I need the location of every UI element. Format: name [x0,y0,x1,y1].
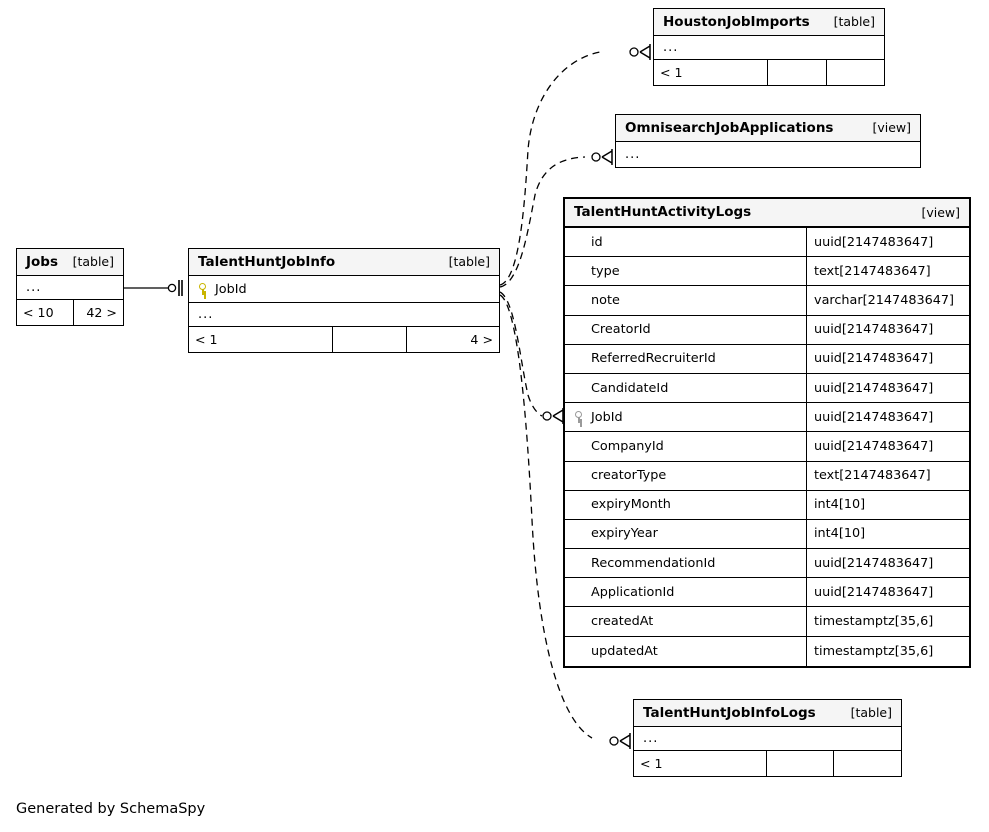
column-name: ReferredRecruiterId [591,351,716,367]
column-name: CreatorId [591,322,651,338]
footer-cell-right [834,751,901,776]
table-row [565,637,969,666]
footer-cell-right: 42 > [86,305,117,320]
table-footer-row [17,300,123,325]
table-footer-row [654,60,884,85]
table-ellipsis-row: ... [654,36,884,60]
column-type: timestamptz[35,6] [806,637,969,666]
column-type: uuid[2147483647] [806,316,969,344]
column-name: CandidateId [591,380,669,396]
table-title: TalentHuntJobInfoLogs [643,704,816,721]
table-row [565,257,969,286]
table-row [565,432,969,461]
table-ellipsis-row: ... [17,276,123,300]
table-footer-row [189,327,499,352]
column-name-cell [565,614,806,629]
table-kind: [table] [850,705,892,720]
table-row [565,316,969,345]
table-node-jobs[interactable] [16,248,124,326]
column-name: expiryYear [591,526,658,542]
table-node-talent-hunt-activity-logs[interactable] [563,197,971,668]
table-header [565,199,969,228]
table-node-houston-job-imports[interactable] [653,8,885,86]
table-node-omnisearch-job-applications[interactable] [615,114,921,168]
column-list [565,228,969,666]
footer-cell-left: < 1 [634,751,767,776]
footer-cell-left: < 1 [654,60,768,85]
column-name-cell [565,322,806,337]
table-title: Jobs [26,253,58,270]
table-title: HoustonJobImports [663,13,810,30]
table-header [17,249,123,276]
column-type: uuid[2147483647] [806,228,969,256]
column-type: uuid[2147483647] [806,549,969,577]
column-type: uuid[2147483647] [806,345,969,373]
footer-cell-mid [768,60,827,85]
table-row-jobid [565,403,969,432]
column-type: uuid[2147483647] [806,403,969,431]
column-name: note [591,292,620,308]
column-name-cell [565,556,806,571]
column-type: uuid[2147483647] [806,432,969,460]
table-ellipsis-row: ... [634,727,901,751]
column-type: uuid[2147483647] [806,374,969,402]
column-name: creatorType [591,468,667,484]
column-name: RecommendationId [591,555,716,571]
column-name: JobId [591,409,623,425]
table-kind: [table] [448,254,490,269]
column-name: expiryMonth [591,497,671,513]
column-type: timestamptz[35,6] [806,607,969,635]
table-title: TalentHuntJobInfo [198,253,336,270]
column-name-cell [565,497,806,512]
table-row [565,228,969,257]
table-header [654,9,884,36]
table-header [634,700,901,727]
table-row [565,345,969,374]
footer-cell-left: < 1 [189,327,333,352]
column-name-cell [565,381,806,396]
table-row-jobid [189,276,499,303]
table-ellipsis-row: ... [189,303,499,327]
table-header [189,249,499,276]
column-name-cell [565,410,806,425]
column-type: varchar[2147483647] [806,286,969,314]
table-title: OmnisearchJobApplications [625,119,834,136]
table-node-talent-hunt-job-info-logs[interactable] [633,699,902,777]
table-header [616,115,920,142]
table-kind: [table] [833,14,875,29]
column-name: CompanyId [591,438,664,454]
column-name-cell [565,468,806,483]
table-row [565,607,969,636]
table-row [565,374,969,403]
table-row [565,520,969,549]
footer-cell-left: < 10 [17,300,74,325]
table-kind: [view] [872,120,911,135]
column-name-cell [565,351,806,366]
table-kind: [table] [72,254,114,269]
foreign-key-icon [574,410,584,424]
footer-cell-right: 4 > [470,332,493,347]
table-ellipsis-row: ... [625,147,641,162]
table-footer-row [634,751,901,776]
column-type: uuid[2147483647] [806,578,969,606]
column-name: createdAt [591,614,654,630]
column-type: text[2147483647] [806,257,969,285]
table-row [565,491,969,520]
column-name: type [591,263,620,279]
column-name: JobId [215,281,247,297]
table-row [565,462,969,491]
footer-cell-mid [767,751,834,776]
column-type: int4[10] [806,491,969,519]
footer-cell-right [827,60,884,85]
column-name-cell [565,644,806,659]
table-row [565,549,969,578]
table-kind: [view] [921,204,960,220]
column-type: text[2147483647] [806,462,969,490]
table-row [565,286,969,315]
footer-cell-mid [333,327,407,352]
column-name-cell [565,235,806,250]
table-row [565,578,969,607]
column-type: int4[10] [806,520,969,548]
column-name-cell [565,585,806,600]
column-name-cell [565,264,806,279]
table-title: TalentHuntActivityLogs [574,204,752,220]
column-name-cell [189,282,499,297]
table-node-talent-hunt-job-info[interactable] [188,248,500,353]
diagram-caption: Generated by SchemaSpy [16,801,206,817]
primary-key-icon [198,282,208,296]
column-name: updatedAt [591,643,658,659]
column-name-cell [565,293,806,308]
column-name-cell [565,526,806,541]
column-name: id [591,234,603,250]
column-name-cell [565,439,806,454]
column-name: ApplicationId [591,584,675,600]
